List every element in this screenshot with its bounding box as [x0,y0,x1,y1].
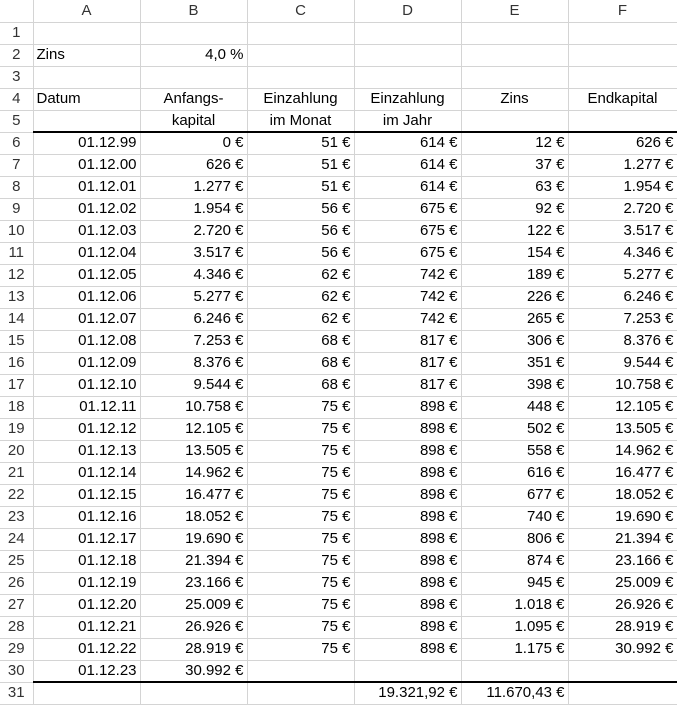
zins-cell[interactable]: 63 € [461,176,568,198]
column-header-b[interactable]: B [140,0,247,22]
datum-cell[interactable]: 01.12.16 [33,506,140,528]
zins-cell[interactable]: 1.018 € [461,594,568,616]
anfangskapital-cell[interactable]: 7.253 € [140,330,247,352]
endkapital-cell[interactable]: 14.962 € [568,440,677,462]
row-header[interactable]: 19 [0,418,33,440]
row-header[interactable]: 13 [0,286,33,308]
einzahlung-monat-cell[interactable]: 62 € [247,308,354,330]
table-row [0,220,677,242]
zins-cell[interactable]: 306 € [461,330,568,352]
column-header-e[interactable]: E [461,0,568,22]
table-row [0,352,677,374]
anfangskapital-cell[interactable]: 6.246 € [140,308,247,330]
row-header[interactable]: 31 [0,682,33,704]
zins-cell[interactable]: 154 € [461,242,568,264]
einzahlung-jahr-cell[interactable]: 675 € [354,220,461,242]
table-row [0,616,677,638]
row-header[interactable]: 15 [0,330,33,352]
row-header[interactable]: 6 [0,132,33,154]
zins-cell[interactable]: 806 € [461,528,568,550]
einzahlung-jahr-cell[interactable]: 898 € [354,396,461,418]
endkapital-cell[interactable] [568,660,677,682]
cell[interactable] [461,44,568,66]
row-header[interactable]: 8 [0,176,33,198]
cell[interactable] [354,66,461,88]
anfangskapital-cell[interactable]: 16.477 € [140,484,247,506]
column-header-d[interactable]: D [354,0,461,22]
anfangskapital-cell[interactable]: 18.052 € [140,506,247,528]
table-row [0,176,677,198]
endkapital-cell[interactable]: 18.052 € [568,484,677,506]
header-einzahlung-monat-1[interactable]: Einzahlung [247,88,354,110]
endkapital-cell[interactable]: 2.720 € [568,198,677,220]
einzahlung-jahr-cell[interactable]: 742 € [354,264,461,286]
cell[interactable] [354,22,461,44]
table-row [0,154,677,176]
total-zins-cell[interactable]: 11.670,43 € [461,682,568,704]
zins-cell[interactable] [461,660,568,682]
header-anfangskapital-1[interactable]: Anfangs- [140,88,247,110]
einzahlung-monat-cell[interactable]: 51 € [247,154,354,176]
row-header[interactable]: 4 [0,88,33,110]
row-header[interactable]: 26 [0,572,33,594]
datum-cell[interactable]: 01.12.21 [33,616,140,638]
datum-cell[interactable]: 01.12.22 [33,638,140,660]
row-header[interactable]: 23 [0,506,33,528]
einzahlung-monat-cell[interactable]: 75 € [247,506,354,528]
zins-cell[interactable]: 677 € [461,484,568,506]
anfangskapital-cell[interactable]: 10.758 € [140,396,247,418]
einzahlung-monat-cell[interactable] [247,660,354,682]
einzahlung-monat-cell[interactable]: 62 € [247,264,354,286]
table-row [0,242,677,264]
row-header[interactable]: 20 [0,440,33,462]
endkapital-cell[interactable]: 6.246 € [568,286,677,308]
endkapital-cell[interactable]: 9.544 € [568,352,677,374]
cell[interactable] [33,22,140,44]
endkapital-cell[interactable]: 26.926 € [568,594,677,616]
anfangskapital-cell[interactable]: 0 € [140,132,247,154]
anfangskapital-cell[interactable]: 626 € [140,154,247,176]
table-row [0,198,677,220]
row-header[interactable]: 17 [0,374,33,396]
datum-cell[interactable]: 01.12.01 [33,176,140,198]
anfangskapital-cell[interactable]: 14.962 € [140,462,247,484]
zins-cell[interactable]: 122 € [461,220,568,242]
table-row [0,660,677,682]
cell[interactable] [247,22,354,44]
einzahlung-jahr-cell[interactable]: 614 € [354,154,461,176]
row-header[interactable]: 16 [0,352,33,374]
table-row [0,132,677,154]
header-endkapital[interactable]: Endkapital [568,88,677,110]
zins-cell[interactable]: 448 € [461,396,568,418]
table-row [0,462,677,484]
einzahlung-monat-cell[interactable]: 56 € [247,220,354,242]
datum-cell[interactable]: 01.12.05 [33,264,140,286]
endkapital-cell[interactable]: 28.919 € [568,616,677,638]
datum-cell[interactable]: 01.12.06 [33,286,140,308]
row-header[interactable]: 10 [0,220,33,242]
einzahlung-jahr-cell[interactable]: 898 € [354,440,461,462]
einzahlung-jahr-cell[interactable]: 817 € [354,352,461,374]
row-header[interactable]: 28 [0,616,33,638]
datum-cell[interactable]: 01.12.15 [33,484,140,506]
endkapital-cell[interactable]: 7.253 € [568,308,677,330]
column-header-a[interactable]: A [33,0,140,22]
einzahlung-monat-cell[interactable]: 68 € [247,330,354,352]
cell[interactable] [247,682,354,704]
anfangskapital-cell[interactable]: 26.926 € [140,616,247,638]
table-row [0,440,677,462]
zins-cell[interactable]: 616 € [461,462,568,484]
einzahlung-monat-cell[interactable]: 75 € [247,484,354,506]
einzahlung-monat-cell[interactable]: 75 € [247,594,354,616]
einzahlung-monat-cell[interactable]: 75 € [247,616,354,638]
cell[interactable] [568,682,677,704]
cell[interactable] [33,66,140,88]
table-row [0,22,677,44]
anfangskapital-cell[interactable]: 3.517 € [140,242,247,264]
endkapital-cell[interactable]: 25.009 € [568,572,677,594]
anfangskapital-cell[interactable]: 2.720 € [140,220,247,242]
endkapital-cell[interactable]: 8.376 € [568,330,677,352]
einzahlung-jahr-cell[interactable]: 817 € [354,374,461,396]
row-header[interactable]: 1 [0,22,33,44]
row-header[interactable]: 3 [0,66,33,88]
einzahlung-jahr-cell[interactable]: 898 € [354,594,461,616]
einzahlung-monat-cell[interactable]: 75 € [247,550,354,572]
table-row [0,528,677,550]
einzahlung-jahr-cell[interactable]: 898 € [354,506,461,528]
table-row [0,374,677,396]
cell[interactable] [354,44,461,66]
row-header[interactable]: 18 [0,396,33,418]
anfangskapital-cell[interactable]: 28.919 € [140,638,247,660]
header-einzahlung-jahr-1[interactable]: Einzahlung [354,88,461,110]
endkapital-cell[interactable]: 23.166 € [568,550,677,572]
row-header[interactable]: 2 [0,44,33,66]
einzahlung-monat-cell[interactable]: 75 € [247,396,354,418]
einzahlung-jahr-cell[interactable]: 898 € [354,616,461,638]
einzahlung-jahr-cell[interactable]: 614 € [354,176,461,198]
datum-cell[interactable]: 01.12.08 [33,330,140,352]
cell[interactable] [568,22,677,44]
column-header-row [0,0,677,22]
table-row [0,638,677,660]
zins-cell[interactable]: 874 € [461,550,568,572]
zins-cell[interactable]: 502 € [461,418,568,440]
row-header[interactable]: 25 [0,550,33,572]
zins-cell[interactable]: 351 € [461,352,568,374]
row-header[interactable]: 9 [0,198,33,220]
endkapital-cell[interactable]: 5.277 € [568,264,677,286]
datum-cell[interactable]: 01.12.11 [33,396,140,418]
zins-cell[interactable]: 1.095 € [461,616,568,638]
table-row [0,264,677,286]
einzahlung-monat-cell[interactable]: 75 € [247,528,354,550]
einzahlung-jahr-cell[interactable]: 675 € [354,242,461,264]
einzahlung-jahr-cell[interactable]: 898 € [354,638,461,660]
datum-cell[interactable]: 01.12.20 [33,594,140,616]
anfangskapital-cell[interactable]: 1.954 € [140,198,247,220]
anfangskapital-cell[interactable]: 12.105 € [140,418,247,440]
datum-cell[interactable]: 01.12.17 [33,528,140,550]
zins-label-cell[interactable]: Zins [33,44,140,66]
zins-cell[interactable]: 558 € [461,440,568,462]
row-header[interactable]: 24 [0,528,33,550]
cell[interactable] [247,44,354,66]
einzahlung-jahr-cell[interactable]: 817 € [354,330,461,352]
table-row [0,418,677,440]
column-header-f[interactable]: F [568,0,677,22]
datum-cell[interactable]: 01.12.14 [33,462,140,484]
row-header[interactable]: 21 [0,462,33,484]
einzahlung-jahr-cell[interactable]: 898 € [354,418,461,440]
table-row [0,44,677,66]
header-einzahlung-monat-2[interactable]: im Monat [247,110,354,132]
total-einzahlung-cell[interactable]: 19.321,92 € [354,682,461,704]
zins-cell[interactable]: 37 € [461,154,568,176]
cell[interactable] [140,66,247,88]
einzahlung-jahr-cell[interactable]: 898 € [354,462,461,484]
endkapital-cell[interactable]: 12.105 € [568,396,677,418]
cell[interactable] [461,22,568,44]
table-row [0,396,677,418]
anfangskapital-cell[interactable]: 19.690 € [140,528,247,550]
endkapital-cell[interactable]: 1.277 € [568,154,677,176]
cell[interactable] [247,66,354,88]
endkapital-cell[interactable]: 30.992 € [568,638,677,660]
row-header[interactable]: 12 [0,264,33,286]
endkapital-cell[interactable]: 13.505 € [568,418,677,440]
zins-cell[interactable]: 740 € [461,506,568,528]
datum-cell[interactable]: 01.12.07 [33,308,140,330]
endkapital-cell[interactable]: 16.477 € [568,462,677,484]
datum-cell[interactable]: 01.12.13 [33,440,140,462]
endkapital-cell[interactable]: 626 € [568,132,677,154]
datum-cell[interactable]: 01.12.10 [33,374,140,396]
totals-row [0,682,677,704]
cell[interactable] [33,682,140,704]
einzahlung-jahr-cell[interactable]: 742 € [354,286,461,308]
einzahlung-jahr-cell[interactable]: 898 € [354,550,461,572]
zins-cell[interactable]: 92 € [461,198,568,220]
table-header-row [0,88,677,110]
zins-rate-cell[interactable]: 4,0 % [140,44,247,66]
datum-cell[interactable]: 01.12.12 [33,418,140,440]
anfangskapital-cell[interactable]: 30.992 € [140,660,247,682]
einzahlung-jahr-cell[interactable]: 614 € [354,132,461,154]
datum-cell[interactable]: 01.12.09 [33,352,140,374]
einzahlung-monat-cell[interactable]: 75 € [247,572,354,594]
einzahlung-jahr-cell[interactable] [354,660,461,682]
table-row [0,506,677,528]
einzahlung-monat-cell[interactable]: 51 € [247,176,354,198]
datum-cell[interactable]: 01.12.99 [33,132,140,154]
header-datum[interactable]: Datum [33,88,140,110]
table-row [0,66,677,88]
einzahlung-monat-cell[interactable]: 75 € [247,638,354,660]
einzahlung-jahr-cell[interactable]: 675 € [354,198,461,220]
endkapital-cell[interactable]: 3.517 € [568,220,677,242]
einzahlung-monat-cell[interactable]: 62 € [247,286,354,308]
select-all-corner[interactable] [0,0,33,22]
header-anfangskapital-2[interactable]: kapital [140,110,247,132]
einzahlung-jahr-cell[interactable]: 898 € [354,572,461,594]
table-row [0,484,677,506]
cell[interactable] [461,66,568,88]
einzahlung-monat-cell[interactable]: 51 € [247,132,354,154]
einzahlung-monat-cell[interactable]: 68 € [247,352,354,374]
einzahlung-monat-cell[interactable]: 56 € [247,242,354,264]
row-header[interactable]: 22 [0,484,33,506]
table-row [0,330,677,352]
anfangskapital-cell[interactable]: 9.544 € [140,374,247,396]
anfangskapital-cell[interactable]: 4.346 € [140,264,247,286]
datum-cell[interactable]: 01.12.18 [33,550,140,572]
cell[interactable] [568,66,677,88]
header-einzahlung-jahr-2[interactable]: im Jahr [354,110,461,132]
zins-cell[interactable]: 189 € [461,264,568,286]
einzahlung-jahr-cell[interactable]: 742 € [354,308,461,330]
row-header[interactable]: 7 [0,154,33,176]
zins-cell[interactable]: 398 € [461,374,568,396]
header-zins[interactable]: Zins [461,88,568,110]
row-header[interactable]: 11 [0,242,33,264]
einzahlung-jahr-cell[interactable]: 898 € [354,528,461,550]
anfangskapital-cell[interactable]: 25.009 € [140,594,247,616]
endkapital-cell[interactable]: 21.394 € [568,528,677,550]
datum-cell[interactable]: 01.12.19 [33,572,140,594]
einzahlung-monat-cell[interactable]: 68 € [247,374,354,396]
table-row [0,308,677,330]
endkapital-cell[interactable]: 1.954 € [568,176,677,198]
anfangskapital-cell[interactable]: 13.505 € [140,440,247,462]
zins-cell[interactable]: 265 € [461,308,568,330]
zins-cell[interactable]: 945 € [461,572,568,594]
row-header[interactable]: 5 [0,110,33,132]
datum-cell[interactable]: 01.12.23 [33,660,140,682]
zins-cell[interactable]: 12 € [461,132,568,154]
endkapital-cell[interactable]: 10.758 € [568,374,677,396]
anfangskapital-cell[interactable]: 23.166 € [140,572,247,594]
cell[interactable] [568,44,677,66]
datum-cell[interactable]: 01.12.00 [33,154,140,176]
anfangskapital-cell[interactable]: 5.277 € [140,286,247,308]
row-header[interactable]: 30 [0,660,33,682]
anfangskapital-cell[interactable]: 8.376 € [140,352,247,374]
zins-cell[interactable]: 226 € [461,286,568,308]
table-row [0,594,677,616]
datum-cell[interactable]: 01.12.03 [33,220,140,242]
datum-cell[interactable]: 01.12.04 [33,242,140,264]
row-header[interactable]: 29 [0,638,33,660]
einzahlung-jahr-cell[interactable]: 898 € [354,484,461,506]
datum-cell[interactable]: 01.12.02 [33,198,140,220]
cell[interactable] [140,22,247,44]
header-cell[interactable] [33,110,140,132]
endkapital-cell[interactable]: 19.690 € [568,506,677,528]
header-cell[interactable] [568,110,677,132]
zins-cell[interactable]: 1.175 € [461,638,568,660]
einzahlung-monat-cell[interactable]: 75 € [247,462,354,484]
table-row [0,572,677,594]
anfangskapital-cell[interactable]: 1.277 € [140,176,247,198]
cell[interactable] [140,682,247,704]
einzahlung-monat-cell[interactable]: 75 € [247,440,354,462]
endkapital-cell[interactable]: 4.346 € [568,242,677,264]
anfangskapital-cell[interactable]: 21.394 € [140,550,247,572]
einzahlung-monat-cell[interactable]: 75 € [247,418,354,440]
table-header-row [0,110,677,132]
table-row [0,550,677,572]
row-header[interactable]: 27 [0,594,33,616]
column-header-c[interactable]: C [247,0,354,22]
header-cell[interactable] [461,110,568,132]
row-header[interactable]: 14 [0,308,33,330]
table-row [0,286,677,308]
einzahlung-monat-cell[interactable]: 56 € [247,198,354,220]
